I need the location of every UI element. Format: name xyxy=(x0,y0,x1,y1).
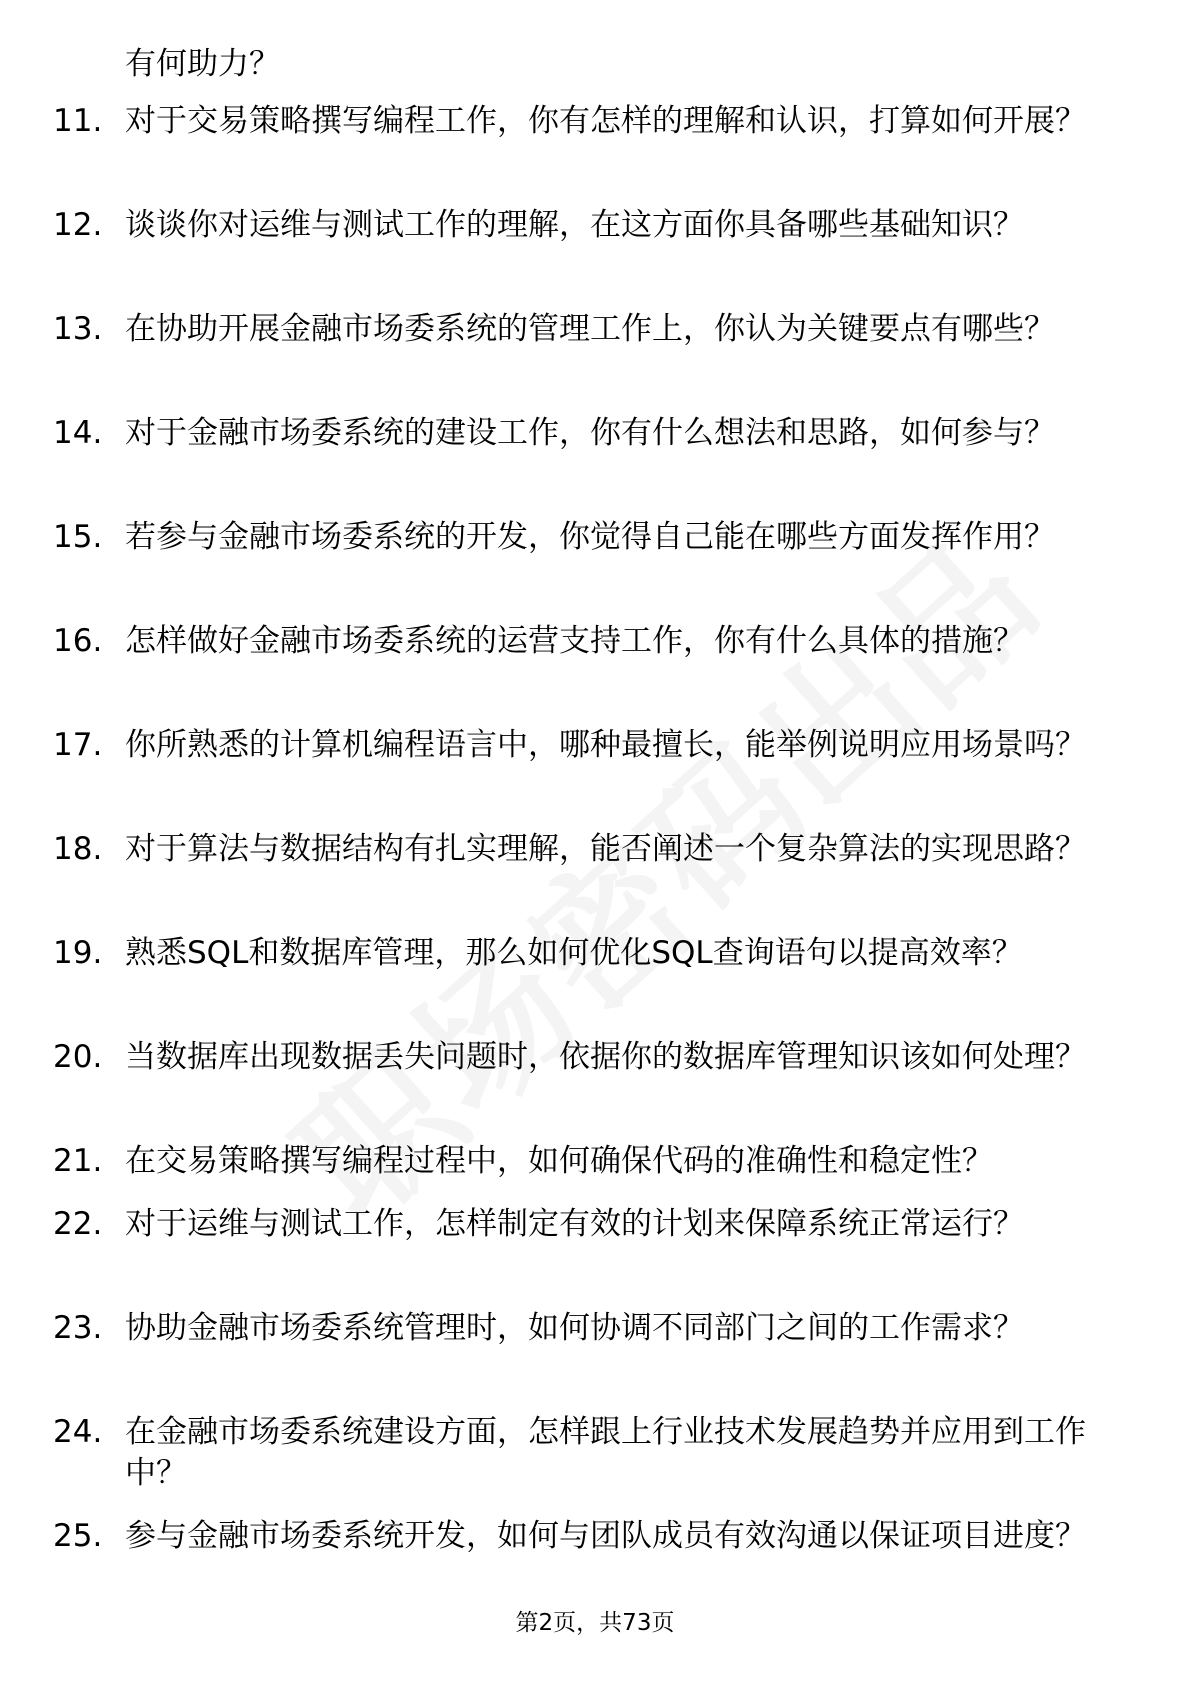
question-text: 你所熟悉的计算机编程语言中，哪种最擅长，能举例说明应用场景吗？ xyxy=(125,727,1086,763)
question-text: 对于金融市场委系统的建设工作，你有什么想法和思路，如何参与？ xyxy=(125,415,1055,451)
question-item xyxy=(0,1204,1190,1286)
question-item xyxy=(0,205,1190,287)
question-item xyxy=(0,517,1190,599)
question-text: 在金融市场委系统建设方面，怎样跟上行业技术发展趋势并应用到工作中？ xyxy=(125,1414,1086,1491)
question-number: 11. xyxy=(53,103,103,139)
question-text: 协助金融市场委系统管理时，如何协调不同部门之间的工作需求？ xyxy=(125,1310,1024,1346)
question-text: 对于交易策略撰写编程工作，你有怎样的理解和认识，打算如何开展？ xyxy=(125,103,1086,139)
question-number: 20. xyxy=(53,1039,103,1075)
question-text: 对于运维与测试工作，怎样制定有效的计划来保障系统正常运行？ xyxy=(125,1206,1024,1242)
question-text: 参与金融市场委系统开发，如何与团队成员有效沟通以保证项目进度？ xyxy=(125,1518,1086,1554)
question-number: 15. xyxy=(53,519,103,555)
question-item xyxy=(0,101,1190,183)
page-footer xyxy=(0,1608,1190,1638)
question-text: 在交易策略撰写编程过程中，如何确保代码的准确性和稳定性？ xyxy=(125,1143,993,1179)
question-item xyxy=(0,309,1190,391)
question-item xyxy=(0,933,1190,1015)
question-item xyxy=(0,1308,1190,1390)
question-item xyxy=(0,1412,1190,1494)
question-number: 22. xyxy=(53,1206,103,1242)
question-number: 23. xyxy=(53,1310,103,1346)
question-text: 谈谈你对运维与测试工作的理解，在这方面你具备哪些基础知识？ xyxy=(125,207,1024,243)
question-number: 24. xyxy=(53,1414,103,1450)
question-text: 在协助开展金融市场委系统的管理工作上，你认为关键要点有哪些？ xyxy=(125,311,1055,347)
question-number: 21. xyxy=(53,1143,103,1179)
question-list xyxy=(0,101,1190,1598)
question-text: 对于算法与数据结构有扎实理解，能否阐述一个复杂算法的实现思路？ xyxy=(125,831,1086,867)
question-text: 若参与金融市场委系统的开发，你觉得自己能在哪些方面发挥作用？ xyxy=(125,519,1055,555)
question-item xyxy=(0,1141,1190,1182)
question-number: 19. xyxy=(53,935,103,971)
question-item xyxy=(0,829,1190,911)
question-number: 14. xyxy=(53,415,103,451)
question-number: 18. xyxy=(53,831,103,867)
question-number: 16. xyxy=(53,623,103,659)
question-number: 12. xyxy=(53,207,103,243)
page-content xyxy=(0,44,1190,1620)
question-text: 熟悉SQL和数据库管理，那么如何优化SQL查询语句以提高效率？ xyxy=(125,935,1023,971)
question-number: 13. xyxy=(53,311,103,347)
continuation-text: 有何助力？ xyxy=(125,46,280,82)
question-item xyxy=(0,725,1190,807)
question-number: 17. xyxy=(53,727,103,763)
page-number-label: 第2页，共73页 xyxy=(515,1610,675,1636)
question-text: 当数据库出现数据丢失问题时，依据你的数据库管理知识该如何处理？ xyxy=(125,1039,1086,1075)
question-item xyxy=(0,1037,1190,1119)
question-item xyxy=(0,413,1190,495)
question-number: 25. xyxy=(53,1518,103,1554)
question-item xyxy=(0,621,1190,703)
question-item xyxy=(0,1516,1190,1598)
question-text: 怎样做好金融市场委系统的运营支持工作，你有什么具体的措施？ xyxy=(125,623,1024,659)
